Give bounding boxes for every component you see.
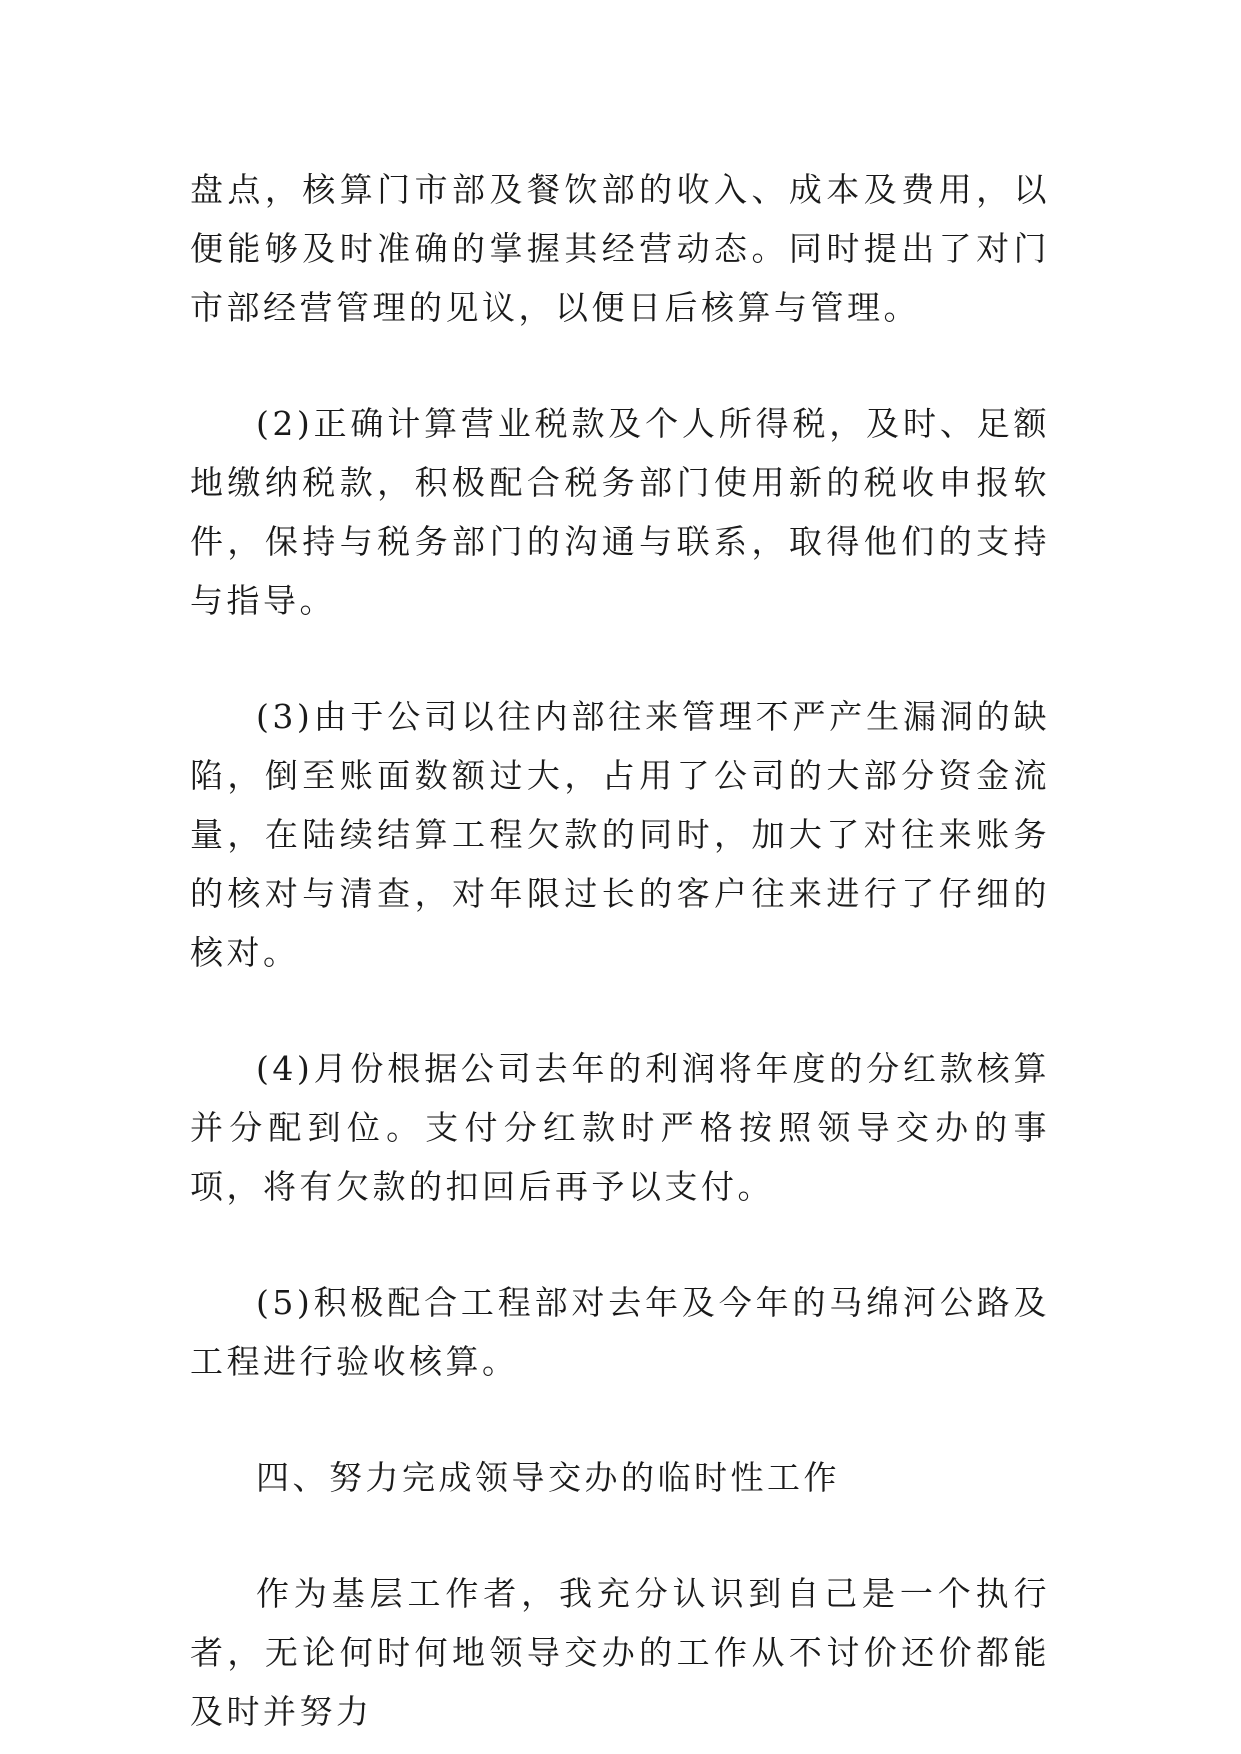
paragraph-continuation: 盘点，核算门市部及餐饮部的收入、成本及费用，以便能够及时准确的掌握其经营动态。同时提出了对门市部经营管理的见议，以便日后核算与管理。 bbox=[190, 170, 1050, 327]
document-body bbox=[190, 160, 1050, 1741]
paragraph-item-3: (3)由于公司以往内部往来管理不严产生漏洞的缺陷，倒至账面数额过大，占用了公司的大部分资金流量，在陆续结算工程欠款的同时，加大了对往来账务的核对与清查，对年限过长的客户往来进行了仔细的核对。 bbox=[190, 697, 1050, 972]
paragraph-section-body: 作为基层工作者，我充分认识到自己是一个执行者，无论何时何地领导交办的工作从不讨价还价都能及时并努力 bbox=[190, 1574, 1050, 1731]
section-heading: 四、努力完成领导交办的临时性工作 bbox=[256, 1458, 840, 1497]
paragraph-item-4: (4)月份根据公司去年的利润将年度的分红款核算并分配到位。支付分红款时严格按照领导交办的事项，将有欠款的扣回后再予以支付。 bbox=[190, 1049, 1050, 1206]
paragraph-item-2: (2)正确计算营业税款及个人所得税，及时、足额地缴纳税款，积极配合税务部门使用新的税收申报软件，保持与税务部门的沟通与联系，取得他们的支持与指导。 bbox=[190, 404, 1050, 620]
paragraph-item-5: (5)积极配合工程部对去年及今年的马绵河公路及工程进行验收核算。 bbox=[190, 1283, 1050, 1381]
